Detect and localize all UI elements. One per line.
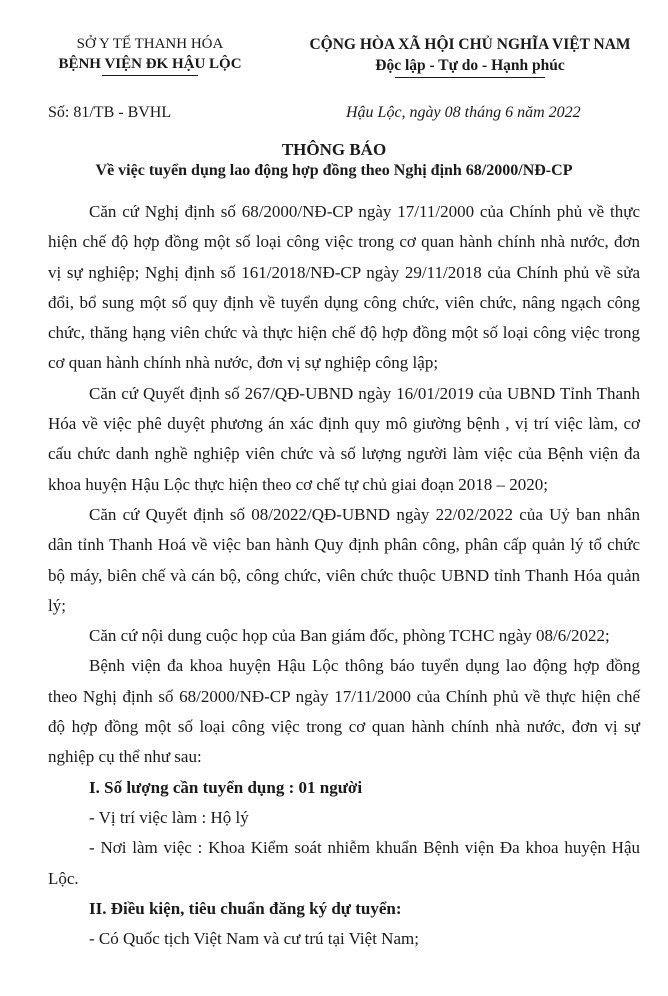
agency-underline bbox=[102, 75, 198, 76]
national-header-block bbox=[300, 34, 640, 78]
announcement-paragraph: Bệnh viện đa khoa huyện Hậu Lộc thông báo tuyển dụng lao động hợp đồng theo Nghị định số 68/2000/NĐ-CP ngày 17/11/2000 của Chính phủ về thực hiện chế độ hợp đồng một số loại công việc trong cơ quan hành chính nhà nước, đơn vị sự nghiệp cụ thể như sau: bbox=[48, 656, 640, 767]
nation-name: CỘNG HÒA XÃ HỘI CHỦ NGHĨA VIỆT NAM bbox=[309, 36, 631, 53]
department-name: SỞ Y TẾ THANH HÓA bbox=[76, 36, 224, 52]
legal-basis-paragraph-1: Căn cứ Nghị định số 68/2000/NĐ-CP ngày 17/11/2000 của Chính phủ về thực hiện chế độ hợp đồng một số loại công việc trong cơ quan hành chính nhà nước, đơn vị sự nghiệp; Nghị định số 161/2018/NĐ-CP ngày 29/11/2018 của Chính phủ về sửa đổi, bổ sung một số quy định về tuyển dụng công chức, viên chức, nâng ngạch công chức, thăng hạng viên chức và thực hiện chế độ hợp đồng một số loại công việc trong cơ quan hành chính nhà nước, đơn vị sự nghiệp công lập; bbox=[48, 202, 640, 373]
section-1-heading: I. Số lượng cần tuyển dụng : 01 người bbox=[89, 777, 363, 797]
place-and-date: Hậu Lộc, ngày 08 tháng 6 năm 2022 bbox=[346, 104, 581, 121]
national-motto: Độc lập - Tự do - Hạnh phúc bbox=[375, 57, 565, 74]
document-body bbox=[48, 197, 640, 954]
motto-underline bbox=[395, 77, 545, 78]
legal-basis-paragraph-3: Căn cứ Quyết định số 08/2022/QĐ-UBND ngày 22/02/2022 của Uỷ ban nhân dân tỉnh Thanh Hoá về việc ban hành Quy định phân công, phân cấp quản lý tổ chức bộ máy, biên chế và cán bộ, công chức, viên chức thuộc UBND tỉnh Thanh Hóa quản lý; bbox=[48, 504, 640, 615]
section-1-item-position: - Vị trí việc làm : Hộ lý bbox=[89, 807, 249, 827]
document-title: THÔNG BÁO bbox=[281, 140, 387, 159]
legal-basis-paragraph-2: Căn cứ Quyết định số 267/QĐ-UBND ngày 16/01/2019 của UBND Tỉnh Thanh Hóa về việc phê duyệt phương án xác định quy mô giường bệnh , vị trí việc làm, cơ cấu chức danh nghề nghiệp viên chức và số lượng người làm việc của Bệnh viện đa khoa huyện Hậu Lộc thực hiện theo cơ chế tự chủ giai đoạn 2018 – 2020; bbox=[48, 383, 640, 494]
issuing-agency-block bbox=[40, 34, 260, 76]
section-2-heading: II. Điều kiện, tiêu chuẩn đăng ký dự tuyển: bbox=[89, 898, 402, 918]
section-2-item-nationality: - Có Quốc tịch Việt Nam và cư trú tại Việt Nam; bbox=[89, 929, 419, 949]
document-subtitle: Về việc tuyển dụng lao động hợp đồng theo Nghị định 68/2000/NĐ-CP bbox=[95, 162, 573, 179]
section-1-item-workplace: - Nơi làm việc : Khoa Kiểm soát nhiễm khuẩn Bệnh viện Đa khoa huyện Hậu Lộc. bbox=[48, 838, 640, 888]
hospital-name: BỆNH VIỆN ĐK HẬU LỘC bbox=[58, 56, 242, 72]
legal-basis-paragraph-4: Căn cứ nội dung cuộc họp của Ban giám đốc, phòng TCHC ngày 08/6/2022; bbox=[89, 626, 610, 646]
document-number: Số: 81/TB - BVHL bbox=[48, 104, 172, 121]
